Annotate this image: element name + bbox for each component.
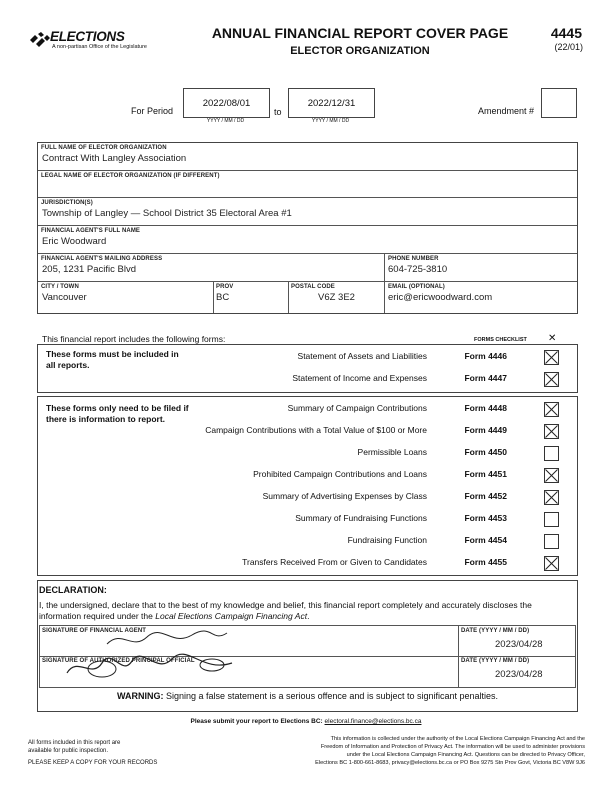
signature-official-row	[39, 655, 576, 688]
period-end-format: YYYY / MM / DD	[311, 118, 350, 124]
prov-field[interactable]: BC	[216, 292, 230, 303]
signature-agent-label: SIGNATURE OF FINANCIAL AGENT	[42, 628, 147, 634]
agent-name-field[interactable]: Eric Woodward	[42, 236, 107, 247]
signature-official-image	[62, 651, 242, 681]
period-start-format: YYYY / MM / DD	[206, 118, 245, 124]
form-name: Prohibited Campaign Contributions and Loans	[253, 469, 427, 479]
form-row	[38, 444, 577, 464]
act-name: Local Elections Campaign Financing Act	[155, 611, 308, 621]
form-name: Summary of Campaign Contributions	[287, 403, 427, 413]
form-number-label: Form 4451	[464, 469, 507, 479]
checklist-x-icon: ✕	[548, 333, 557, 344]
form-number-label: Form 4448	[464, 403, 507, 413]
form-name: Fundraising Function	[347, 535, 427, 545]
period-end-field[interactable]	[288, 88, 375, 118]
email-label: EMAIL (OPTIONAL)	[388, 284, 445, 290]
phone-label: PHONE NUMBER	[388, 256, 439, 262]
form-checkbox[interactable]	[544, 468, 559, 483]
form-number-label: Form 4453	[464, 513, 507, 523]
date-official-field[interactable]: 2023/04/28	[495, 669, 543, 680]
full-name-field[interactable]: Contract With Langley Association	[42, 153, 187, 164]
form-name: Transfers Received From or Given to Candidates	[242, 557, 427, 567]
warning-text: Signing a false statement is a serious offence and is subject to significant penalties.	[165, 691, 499, 701]
form-row	[38, 422, 577, 442]
form-checkbox[interactable]	[544, 556, 559, 571]
period-label: For Period	[131, 106, 174, 116]
public-inspection-line1: All forms included in this report are	[28, 740, 121, 746]
optional-forms-section	[37, 396, 578, 576]
form-checkbox[interactable]	[544, 534, 559, 549]
form-number-label: Form 4455	[464, 557, 507, 567]
period-to-label: to	[274, 107, 282, 117]
period-start-value: 2022/08/01	[202, 98, 251, 109]
form-number-label: Form 4449	[464, 425, 507, 435]
form-checkbox[interactable]	[544, 402, 559, 417]
form-row	[38, 348, 577, 368]
required-forms-section	[37, 344, 578, 393]
full-name-label: FULL NAME OF ELECTOR ORGANIZATION	[41, 145, 167, 151]
form-name: Summary of Advertising Expenses by Class	[262, 491, 427, 501]
postal-code-label: POSTAL CODE	[291, 284, 335, 290]
declaration-text-end: .	[307, 611, 310, 621]
logo-subtitle: A non-partisan Office of the Legislature	[52, 44, 147, 50]
form-row	[38, 554, 577, 574]
submit-text: Please submit your report to Elections BC:	[190, 718, 323, 725]
form-number-label: Form 4452	[464, 491, 507, 501]
form-row	[38, 510, 577, 530]
declaration-section	[37, 580, 578, 712]
form-version: (22/01)	[554, 42, 583, 52]
prov-label: PROV	[216, 284, 234, 290]
jurisdiction-label: JURISDICTION(S)	[41, 200, 93, 206]
warning-label: WARNING:	[116, 691, 164, 701]
form-row	[38, 400, 577, 420]
signature-official-label: SIGNATURE OF AUTHORIZED PRINCIPAL OFFICIAL	[42, 658, 195, 664]
date-agent-label: DATE (YYYY / MM / DD)	[461, 628, 530, 634]
date-official-label: DATE (YYYY / MM / DD)	[461, 658, 530, 664]
mailing-address-field[interactable]: 205, 1231 Pacific Blvd	[42, 264, 137, 275]
mailing-address-label: FINANCIAL AGENT'S MAILING ADDRESS	[41, 256, 163, 262]
form-checkbox[interactable]	[544, 512, 559, 527]
logo	[30, 28, 170, 54]
keep-copy-note: PLEASE KEEP A COPY FOR YOUR RECORDS	[28, 760, 158, 766]
privacy-notice	[200, 735, 585, 767]
form-name: Statement of Income and Expenses	[292, 373, 427, 383]
privacy-line-4: Elections BC 1-800-661-8683, privacy@elections.bc.ca or PO Box 9275 Stn Prov Govt, Victoria BC V8W 9J6	[315, 760, 585, 766]
form-number-label: Form 4447	[464, 373, 507, 383]
postal-code-field[interactable]: V6Z 3E2	[318, 292, 355, 303]
phone-field[interactable]: 604-725-3810	[388, 264, 448, 275]
elections-logo-icon	[30, 32, 50, 48]
city-label: CITY / TOWN	[41, 284, 79, 290]
page-subtitle: ELECTOR ORGANIZATION	[290, 45, 430, 57]
warning-line	[38, 691, 577, 701]
optional-forms-list	[38, 400, 577, 575]
form-checkbox[interactable]	[544, 446, 559, 461]
organization-section	[37, 142, 578, 314]
form-row	[38, 488, 577, 508]
submit-line	[0, 718, 612, 725]
jurisdiction-field[interactable]: Township of Langley — School District 35 Electoral Area #1	[42, 208, 292, 219]
signature-official-field[interactable]	[42, 665, 452, 685]
form-number-label: Form 4446	[464, 351, 507, 361]
period-start-field[interactable]	[183, 88, 270, 118]
form-row	[38, 466, 577, 486]
required-forms-list	[38, 348, 577, 392]
email-field[interactable]: eric@ericwoodward.com	[388, 292, 493, 303]
agent-name-label: FINANCIAL AGENT'S FULL NAME	[41, 228, 141, 234]
amendment-label: Amendment #	[478, 106, 535, 116]
page-title: ANNUAL FINANCIAL REPORT COVER PAGE	[211, 25, 509, 41]
privacy-line-2: Freedom of Information and Protection of Privacy Act. The information will be used to administer provisions	[320, 744, 585, 750]
legal-name-label: LEGAL NAME OF ELECTOR ORGANIZATION (IF DIFFERENT)	[41, 173, 220, 179]
public-inspection-line2: available for public inspection.	[28, 748, 109, 754]
period-end-value: 2022/12/31	[307, 98, 356, 109]
forms-intro: This financial report includes the following forms:	[42, 334, 226, 344]
form-checkbox[interactable]	[544, 350, 559, 365]
declaration-text	[39, 600, 559, 622]
form-checkbox[interactable]	[544, 372, 559, 387]
privacy-line-3: under the Local Elections Campaign Financing Act. Questions can be directed to Privacy Officer,	[346, 752, 585, 758]
submit-email-link[interactable]: electoral.finance@elections.bc.ca	[324, 718, 422, 725]
declaration-text-start: I, the undersigned, declare that to the best of my knowledge and belief, this financial report completely and accurately discloses the information required under the	[39, 600, 532, 621]
signature-agent-image	[102, 629, 232, 649]
form-row	[38, 370, 577, 390]
form-number: 4445	[550, 25, 582, 41]
declaration-heading: DECLARATION:	[39, 585, 107, 595]
form-checkbox[interactable]	[544, 490, 559, 505]
form-name: Summary of Fundraising Functions	[295, 513, 427, 523]
form-row	[38, 532, 577, 552]
legal-name-field[interactable]	[42, 181, 542, 193]
form-name: Campaign Contributions with a Total Value of $100 or More	[205, 425, 427, 435]
date-agent-field[interactable]: 2023/04/28	[495, 639, 543, 650]
optional-forms-heading: These forms only need to be filed if there is information to report.	[46, 403, 189, 424]
form-name: Permissible Loans	[357, 447, 427, 457]
forms-checklist-label: FORMS CHECKLIST	[474, 337, 527, 343]
city-field[interactable]: Vancouver	[42, 292, 87, 303]
logo-text: ELECTIONS	[50, 29, 125, 44]
privacy-line-1: This information is collected under the authority of the Local Elections Campaign Financing Act and the	[330, 736, 585, 742]
form-number-label: Form 4454	[464, 535, 507, 545]
form-name: Statement of Assets and Liabilities	[297, 351, 427, 361]
amendment-field[interactable]	[541, 88, 577, 118]
required-forms-heading: These forms must be included in all reports.	[46, 349, 179, 370]
form-number-label: Form 4450	[464, 447, 507, 457]
form-checkbox[interactable]	[544, 424, 559, 439]
